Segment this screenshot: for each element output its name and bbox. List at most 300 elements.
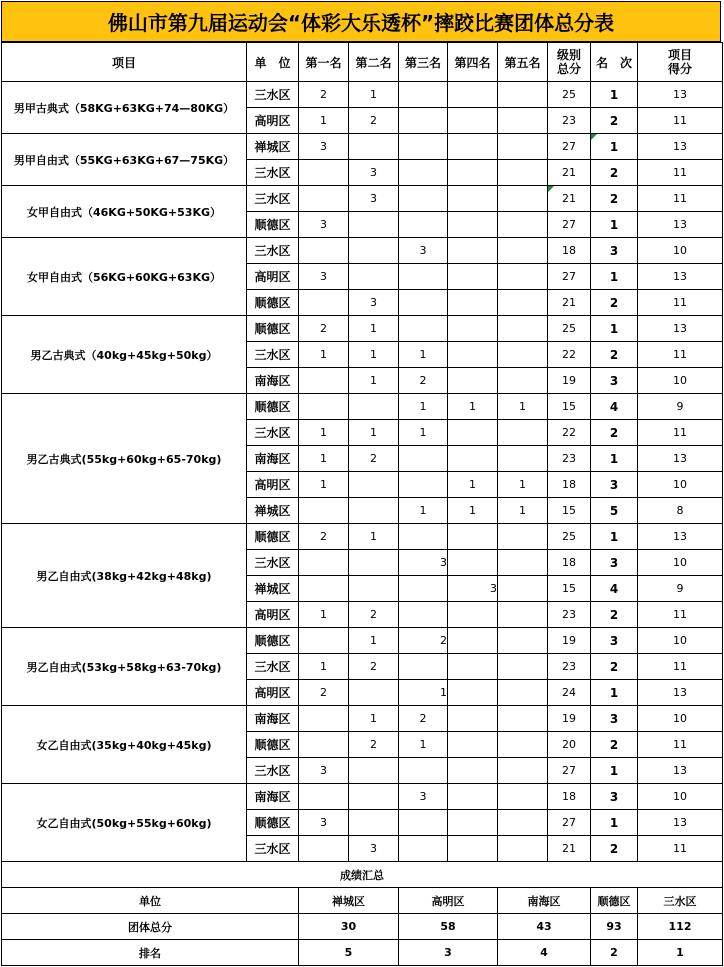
event-score-cell: 11 <box>638 290 723 316</box>
first-place-cell <box>299 706 349 732</box>
level-total-cell: 15 <box>548 394 591 420</box>
unit-cell: 禅城区 <box>247 498 299 524</box>
header-second: 第二名 <box>349 43 399 82</box>
event-score-cell: 13 <box>638 758 723 784</box>
rank-cell: 5 <box>591 498 638 524</box>
first-place-cell <box>299 784 349 810</box>
fifth-place-cell <box>498 212 548 238</box>
first-place-cell: 3 <box>299 758 349 784</box>
unit-cell: 高明区 <box>247 264 299 290</box>
fifth-place-cell <box>498 628 548 654</box>
third-place-cell <box>399 810 448 836</box>
fourth-place-cell <box>448 732 498 758</box>
summary-units-row <box>2 888 723 914</box>
page-title: 佛山市第九届运动会“体彩大乐透杯”摔跤比赛团体总分表 <box>1 1 721 42</box>
third-place-cell <box>399 524 448 550</box>
event-score-cell: 9 <box>638 394 723 420</box>
event-score-cell: 11 <box>638 186 723 212</box>
rank-cell: 2 <box>591 108 638 134</box>
unit-cell: 三水区 <box>247 836 299 862</box>
event-score-cell: 11 <box>638 602 723 628</box>
third-place-cell <box>399 836 448 862</box>
second-place-cell: 1 <box>349 82 399 108</box>
unit-cell: 南海区 <box>247 368 299 394</box>
summary-rank: 3 <box>399 940 498 966</box>
level-total-cell: 15 <box>548 498 591 524</box>
summary-rank: 1 <box>638 940 723 966</box>
third-place-cell <box>399 654 448 680</box>
fourth-place-cell <box>448 420 498 446</box>
summary-rank: 5 <box>299 940 399 966</box>
rank-cell: 3 <box>591 238 638 264</box>
rank-cell: 2 <box>591 290 638 316</box>
third-place-cell <box>399 186 448 212</box>
third-place-cell <box>399 264 448 290</box>
first-place-cell <box>299 498 349 524</box>
first-place-cell <box>299 160 349 186</box>
header-event-score-line2: 得分 <box>667 62 692 76</box>
event-score-cell: 13 <box>638 264 723 290</box>
fifth-place-cell <box>498 134 548 160</box>
fourth-place-cell: 3 <box>448 576 498 602</box>
second-place-cell <box>349 810 399 836</box>
level-total-cell: 27 <box>548 758 591 784</box>
first-place-cell: 3 <box>299 264 349 290</box>
level-total-cell: 23 <box>548 602 591 628</box>
level-total-cell: 27 <box>548 810 591 836</box>
event-name-cell: 女乙自由式(50kg+55kg+60kg) <box>2 784 247 862</box>
fifth-place-cell <box>498 706 548 732</box>
event-name-cell: 女甲自由式（46KG+50KG+53KG） <box>2 186 247 238</box>
second-place-cell: 2 <box>349 108 399 134</box>
level-total-cell: 23 <box>548 446 591 472</box>
unit-cell: 三水区 <box>247 238 299 264</box>
first-place-cell <box>299 732 349 758</box>
fourth-place-cell: 1 <box>448 498 498 524</box>
third-place-cell: 1 <box>399 680 448 706</box>
fourth-place-cell <box>448 628 498 654</box>
fifth-place-cell: 1 <box>498 472 548 498</box>
fifth-place-cell <box>498 160 548 186</box>
event-name-cell: 女乙自由式(35kg+40kg+45kg) <box>2 706 247 784</box>
fifth-place-cell <box>498 186 548 212</box>
fifth-place-cell <box>498 446 548 472</box>
summary-unit: 高明区 <box>399 888 498 914</box>
level-total-cell: 19 <box>548 706 591 732</box>
third-place-cell: 3 <box>399 784 448 810</box>
fifth-place-cell <box>498 550 548 576</box>
summary-totals-row <box>2 914 723 940</box>
event-name-cell: 女甲自由式（56KG+60KG+63KG） <box>2 238 247 316</box>
level-total-cell: 21 <box>548 186 591 212</box>
level-total-cell: 18 <box>548 550 591 576</box>
table-row <box>2 82 723 108</box>
summary-rank: 2 <box>591 940 638 966</box>
rank-cell: 1 <box>591 810 638 836</box>
second-place-cell: 1 <box>349 706 399 732</box>
header-rank: 名 次 <box>591 43 638 82</box>
fourth-place-cell <box>448 238 498 264</box>
fifth-place-cell <box>498 602 548 628</box>
fourth-place-cell <box>448 108 498 134</box>
fourth-place-cell <box>448 602 498 628</box>
fourth-place-cell <box>448 212 498 238</box>
second-place-cell: 3 <box>349 290 399 316</box>
second-place-cell: 2 <box>349 654 399 680</box>
unit-cell: 顺德区 <box>247 394 299 420</box>
third-place-cell: 2 <box>399 628 448 654</box>
header-first: 第一名 <box>299 43 349 82</box>
fourth-place-cell <box>448 758 498 784</box>
second-place-cell <box>349 498 399 524</box>
second-place-cell: 1 <box>349 316 399 342</box>
second-place-cell <box>349 394 399 420</box>
first-place-cell: 1 <box>299 602 349 628</box>
fourth-place-cell <box>448 134 498 160</box>
fourth-place-cell <box>448 654 498 680</box>
second-place-cell <box>349 212 399 238</box>
event-score-cell: 11 <box>638 108 723 134</box>
unit-cell: 高明区 <box>247 680 299 706</box>
fifth-place-cell <box>498 732 548 758</box>
event-score-cell: 13 <box>638 134 723 160</box>
unit-cell: 三水区 <box>247 654 299 680</box>
header-unit: 单 位 <box>247 43 299 82</box>
summary-ranks-row <box>2 940 723 966</box>
second-place-cell: 3 <box>349 186 399 212</box>
rank-cell: 3 <box>591 472 638 498</box>
event-score-cell: 11 <box>638 160 723 186</box>
level-total-cell: 21 <box>548 836 591 862</box>
unit-cell: 高明区 <box>247 602 299 628</box>
level-total-cell: 25 <box>548 316 591 342</box>
table-row <box>2 238 723 264</box>
unit-cell: 三水区 <box>247 82 299 108</box>
summary-total: 58 <box>399 914 498 940</box>
fifth-place-cell <box>498 810 548 836</box>
table-row <box>2 394 723 420</box>
fourth-place-cell <box>448 186 498 212</box>
second-place-cell: 1 <box>349 368 399 394</box>
third-place-cell: 3 <box>399 238 448 264</box>
event-score-cell: 10 <box>638 368 723 394</box>
summary-unit-label: 单位 <box>2 888 299 914</box>
rank-cell: 2 <box>591 654 638 680</box>
third-place-cell <box>399 758 448 784</box>
rank-cell: 2 <box>591 602 638 628</box>
first-place-cell: 3 <box>299 810 349 836</box>
level-total-cell: 27 <box>548 264 591 290</box>
summary-rank: 4 <box>498 940 591 966</box>
event-name-cell: 男乙自由式(38kg+42kg+48kg) <box>2 524 247 628</box>
fourth-place-cell <box>448 290 498 316</box>
fourth-place-cell <box>448 446 498 472</box>
first-place-cell <box>299 550 349 576</box>
table-row <box>2 784 723 810</box>
second-place-cell <box>349 134 399 160</box>
rank-cell: 2 <box>591 160 638 186</box>
event-score-cell: 10 <box>638 628 723 654</box>
rank-cell: 2 <box>591 836 638 862</box>
second-place-cell: 3 <box>349 160 399 186</box>
rank-cell: 4 <box>591 576 638 602</box>
first-place-cell: 2 <box>299 524 349 550</box>
second-place-cell: 1 <box>349 342 399 368</box>
third-place-cell <box>399 316 448 342</box>
first-place-cell: 1 <box>299 446 349 472</box>
score-table <box>1 42 723 966</box>
event-score-cell: 13 <box>638 680 723 706</box>
fifth-place-cell <box>498 108 548 134</box>
fifth-place-cell <box>498 654 548 680</box>
rank-cell: 4 <box>591 394 638 420</box>
unit-cell: 顺德区 <box>247 732 299 758</box>
second-place-cell: 3 <box>349 836 399 862</box>
rank-cell: 1 <box>591 264 638 290</box>
rank-cell: 3 <box>591 784 638 810</box>
third-place-cell <box>399 82 448 108</box>
first-place-cell: 1 <box>299 108 349 134</box>
unit-cell: 南海区 <box>247 446 299 472</box>
unit-cell: 三水区 <box>247 186 299 212</box>
first-place-cell: 1 <box>299 342 349 368</box>
event-score-cell: 11 <box>638 654 723 680</box>
summary-title: 成绩汇总 <box>2 862 723 888</box>
second-place-cell <box>349 550 399 576</box>
rank-cell: 1 <box>591 212 638 238</box>
event-score-cell: 8 <box>638 498 723 524</box>
third-place-cell <box>399 212 448 238</box>
unit-cell: 高明区 <box>247 472 299 498</box>
fifth-place-cell <box>498 680 548 706</box>
event-name-cell: 男乙古典式（40kg+45kg+50kg） <box>2 316 247 394</box>
summary-total: 43 <box>498 914 591 940</box>
header-third: 第三名 <box>399 43 448 82</box>
third-place-cell: 1 <box>399 498 448 524</box>
level-total-cell: 21 <box>548 290 591 316</box>
level-total-cell: 22 <box>548 342 591 368</box>
fifth-place-cell <box>498 342 548 368</box>
table-row <box>2 134 723 160</box>
level-total-cell: 25 <box>548 524 591 550</box>
third-place-cell: 1 <box>399 342 448 368</box>
event-score-cell: 10 <box>638 472 723 498</box>
level-total-cell: 15 <box>548 576 591 602</box>
header-level-total-line1: 级别 <box>556 48 581 62</box>
fourth-place-cell <box>448 784 498 810</box>
header-fourth: 第四名 <box>448 43 498 82</box>
fourth-place-cell <box>448 368 498 394</box>
rank-cell: 1 <box>591 680 638 706</box>
event-score-cell: 13 <box>638 316 723 342</box>
fourth-place-cell <box>448 82 498 108</box>
fifth-place-cell <box>498 238 548 264</box>
first-place-cell <box>299 836 349 862</box>
second-place-cell: 1 <box>349 628 399 654</box>
fourth-place-cell <box>448 264 498 290</box>
event-score-cell: 11 <box>638 420 723 446</box>
unit-cell: 高明区 <box>247 108 299 134</box>
second-place-cell: 1 <box>349 524 399 550</box>
summary-title-row <box>2 862 723 888</box>
rank-cell: 1 <box>591 316 638 342</box>
fifth-place-cell <box>498 758 548 784</box>
event-score-cell: 13 <box>638 82 723 108</box>
fifth-place-cell <box>498 316 548 342</box>
second-place-cell: 2 <box>349 446 399 472</box>
fifth-place-cell <box>498 836 548 862</box>
fifth-place-cell <box>498 368 548 394</box>
header-event-score <box>638 43 723 82</box>
header-event: 项目 <box>2 43 247 82</box>
first-place-cell: 2 <box>299 82 349 108</box>
first-place-cell: 3 <box>299 134 349 160</box>
first-place-cell <box>299 186 349 212</box>
third-place-cell <box>399 290 448 316</box>
third-place-cell: 2 <box>399 706 448 732</box>
summary-total: 30 <box>299 914 399 940</box>
second-place-cell <box>349 238 399 264</box>
fifth-place-cell <box>498 420 548 446</box>
table-row <box>2 524 723 550</box>
rank-cell: 2 <box>591 186 638 212</box>
third-place-cell <box>399 446 448 472</box>
event-score-cell: 10 <box>638 550 723 576</box>
level-total-cell: 18 <box>548 472 591 498</box>
event-score-cell: 11 <box>638 836 723 862</box>
fifth-place-cell <box>498 784 548 810</box>
summary-total: 93 <box>591 914 638 940</box>
table-row <box>2 316 723 342</box>
summary-unit: 顺德区 <box>591 888 638 914</box>
rank-cell: 1 <box>591 524 638 550</box>
first-place-cell: 1 <box>299 420 349 446</box>
unit-cell: 南海区 <box>247 784 299 810</box>
rank-cell: 1 <box>591 758 638 784</box>
fourth-place-cell <box>448 316 498 342</box>
rank-cell: 2 <box>591 342 638 368</box>
unit-cell: 顺德区 <box>247 316 299 342</box>
unit-cell: 三水区 <box>247 550 299 576</box>
first-place-cell: 1 <box>299 654 349 680</box>
first-place-cell <box>299 394 349 420</box>
first-place-cell <box>299 290 349 316</box>
header-row <box>2 43 723 82</box>
rank-cell: 1 <box>591 446 638 472</box>
level-total-cell: 22 <box>548 420 591 446</box>
event-score-cell: 10 <box>638 706 723 732</box>
first-place-cell <box>299 576 349 602</box>
third-place-cell: 1 <box>399 394 448 420</box>
level-total-cell: 24 <box>548 680 591 706</box>
rank-cell: 3 <box>591 550 638 576</box>
summary-unit: 三水区 <box>638 888 723 914</box>
event-name-cell: 男乙自由式(53kg+58kg+63-70kg) <box>2 628 247 706</box>
fifth-place-cell: 1 <box>498 394 548 420</box>
fourth-place-cell: 1 <box>448 472 498 498</box>
fifth-place-cell <box>498 290 548 316</box>
unit-cell: 南海区 <box>247 706 299 732</box>
header-event-score-line1: 项目 <box>667 48 692 62</box>
second-place-cell: 1 <box>349 420 399 446</box>
fourth-place-cell <box>448 836 498 862</box>
fifth-place-cell <box>498 82 548 108</box>
level-total-cell: 21 <box>548 160 591 186</box>
header-level-total-line2: 总分 <box>556 62 581 76</box>
level-total-cell: 18 <box>548 784 591 810</box>
fifth-place-cell <box>498 524 548 550</box>
fourth-place-cell <box>448 810 498 836</box>
fifth-place-cell <box>498 576 548 602</box>
event-score-cell: 11 <box>638 342 723 368</box>
table-row <box>2 706 723 732</box>
unit-cell: 顺德区 <box>247 524 299 550</box>
second-place-cell <box>349 680 399 706</box>
third-place-cell: 3 <box>399 550 448 576</box>
level-total-cell: 25 <box>548 82 591 108</box>
summary-unit: 南海区 <box>498 888 591 914</box>
fourth-place-cell <box>448 706 498 732</box>
summary-unit: 禅城区 <box>299 888 399 914</box>
summary-total: 112 <box>638 914 723 940</box>
second-place-cell <box>349 264 399 290</box>
event-name-cell: 男乙古典式(55kg+60kg+65-70kg) <box>2 394 247 524</box>
event-score-cell: 9 <box>638 576 723 602</box>
first-place-cell: 2 <box>299 316 349 342</box>
third-place-cell <box>399 472 448 498</box>
first-place-cell <box>299 628 349 654</box>
third-place-cell <box>399 134 448 160</box>
first-place-cell <box>299 368 349 394</box>
unit-cell: 三水区 <box>247 342 299 368</box>
event-score-cell: 13 <box>638 810 723 836</box>
rank-cell: 2 <box>591 732 638 758</box>
third-place-cell: 1 <box>399 732 448 758</box>
rank-cell: 3 <box>591 628 638 654</box>
fourth-place-cell <box>448 550 498 576</box>
third-place-cell <box>399 602 448 628</box>
fifth-place-cell: 1 <box>498 498 548 524</box>
event-name-cell: 男甲古典式（58KG+63KG+74—80KG） <box>2 82 247 134</box>
third-place-cell <box>399 108 448 134</box>
third-place-cell: 1 <box>399 420 448 446</box>
second-place-cell <box>349 472 399 498</box>
table-row <box>2 628 723 654</box>
table-row <box>2 186 723 212</box>
fourth-place-cell: 1 <box>448 394 498 420</box>
level-total-cell: 18 <box>548 238 591 264</box>
level-total-cell: 27 <box>548 134 591 160</box>
unit-cell: 顺德区 <box>247 810 299 836</box>
level-total-cell: 19 <box>548 628 591 654</box>
event-score-cell: 13 <box>638 446 723 472</box>
second-place-cell: 2 <box>349 602 399 628</box>
header-level-total <box>548 43 591 82</box>
first-place-cell: 2 <box>299 680 349 706</box>
first-place-cell: 3 <box>299 212 349 238</box>
header-fifth: 第五名 <box>498 43 548 82</box>
second-place-cell <box>349 784 399 810</box>
level-total-cell: 19 <box>548 368 591 394</box>
third-place-cell <box>399 160 448 186</box>
unit-cell: 禅城区 <box>247 134 299 160</box>
level-total-cell: 23 <box>548 654 591 680</box>
third-place-cell <box>399 576 448 602</box>
unit-cell: 顺德区 <box>247 290 299 316</box>
fourth-place-cell <box>448 160 498 186</box>
event-score-cell: 11 <box>638 732 723 758</box>
fifth-place-cell <box>498 264 548 290</box>
